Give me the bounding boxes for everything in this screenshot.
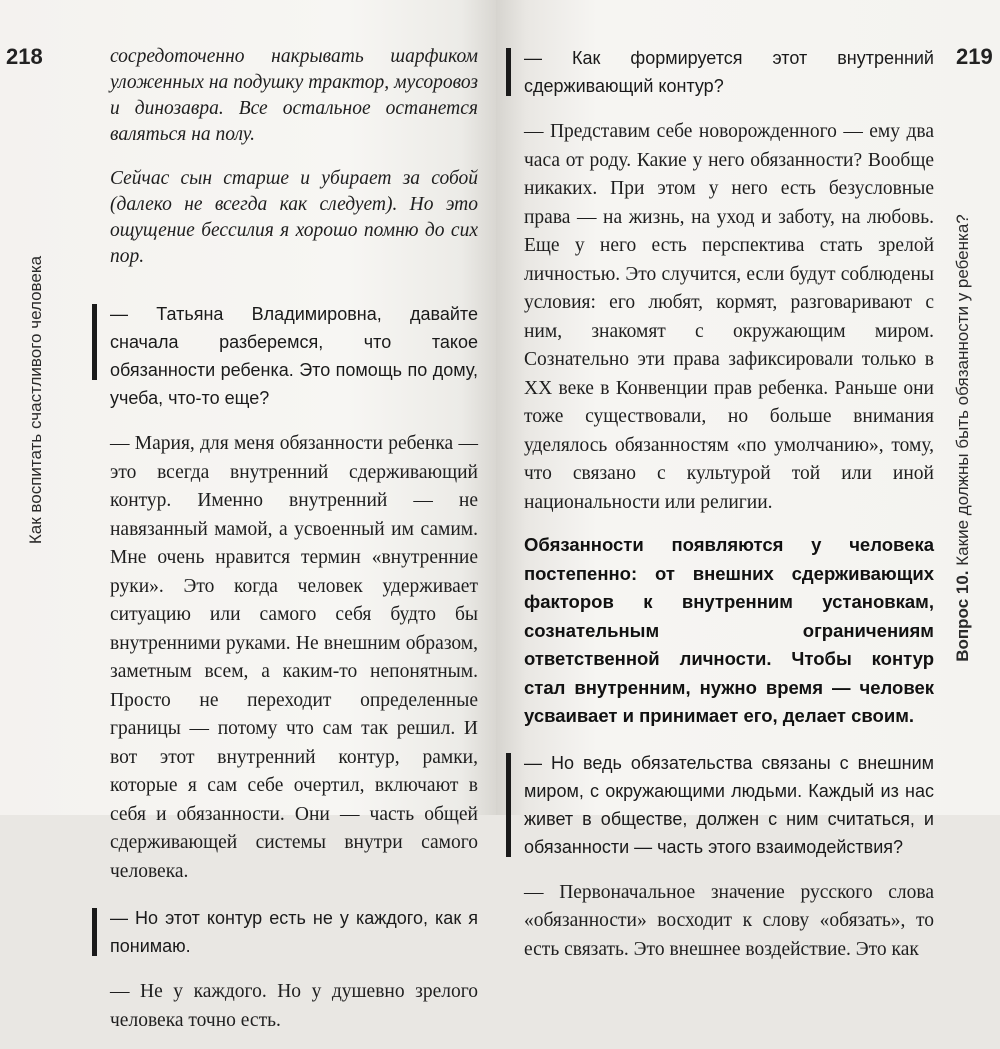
question-text: — Как формируется этот внутренний сдерживающий контур? bbox=[524, 48, 934, 96]
running-head-title: Какие должны быть обязанности у ребенка? bbox=[953, 214, 972, 566]
question-block bbox=[524, 44, 934, 100]
question-marker-bar bbox=[506, 753, 511, 857]
question-marker-bar bbox=[92, 908, 97, 956]
running-head-right bbox=[953, 214, 973, 662]
question-text: — Но ведь обязательства связаны с внешним миром, с окружающими людьми. Каждый из нас живет в обществе, должен с ним считаться, и обязанности — часть этого взаимодействия? bbox=[524, 752, 934, 857]
answer-paragraph: — Представим себе новорожденного — ему два часа от роду. Какие у него обязанности? Вообще никаких. При этом у него есть безусловные права — на жизнь, на уход и заботу, на любовь. Еще у него есть перспектива стать зрелой личностью. Это случится, если будут соблюдены условия: его любят, кормят, разговаривают с ним, знакомят с окружающим миром. Сознательно эти права зафиксировали только в XX веке в Конвенции прав ребенка. Раньше они тоже существовали, но больше внимания уделялось обязанностям «по умолчанию», тому, что связано с культурой той или иной национальности или религии. bbox=[524, 121, 934, 513]
left-text-column bbox=[110, 44, 478, 1049]
running-head-left: Как воспитать счастливого человека bbox=[26, 255, 45, 545]
question-text: — Но этот контур есть не у каждого, как я понимаю. bbox=[110, 908, 478, 956]
question-marker-bar bbox=[92, 304, 97, 380]
left-page bbox=[0, 0, 496, 1031]
question-marker-bar bbox=[506, 48, 511, 96]
highlighted-bold-paragraph: Обязанности появляются у человека постепенно: от внешних сдерживающих факторов к внутренним установкам, сознательным ограничениям ответственной личности. Чтобы контур стал внутренним, нужно время — человек усваивает и принимает его, делает своим. bbox=[524, 534, 934, 726]
answer-paragraph: — Первоначальное значение русского слова «обязанности» восходит к слову «обязать», то есть связать. Это внешнее воздействие. Это как bbox=[524, 881, 934, 960]
page-number-left: 218 bbox=[6, 44, 43, 69]
italic-paragraph: сосредоточенно накрывать шарфиком уложенных на подушку трактор, мусоровоз и динозавра. Все остальное останется валяться на полу. bbox=[110, 46, 478, 145]
italic-paragraph: Сейчас сын старше и убирает за собой (далеко не всегда как следует). Но это ощущение бессилия я хорошо помню до сих пор. bbox=[110, 168, 478, 267]
right-page bbox=[496, 0, 1000, 960]
right-text-column bbox=[524, 44, 934, 978]
question-block bbox=[110, 904, 478, 960]
answer-paragraph: — Не у каждого. Но у душевно зрелого человека точно есть. bbox=[110, 981, 478, 1031]
question-block bbox=[110, 300, 478, 412]
answer-paragraph: — Мария, для меня обязанности ребенка — это всегда внутренний сдерживающий контур. Именно внутренний — не навязанный мамой, а усвоенный им самим. Мне очень нравится термин «внутренние руки». Это когда человек удерживает ситуацию или самого себя будто бы внутренними руками. Не внешним образом, заметным всем, а каким-то непонятным. Просто не переходит определенные границы — потому что сам так решил. И вот этот внутренний контур, рамки, которые я сам себе очертил, включают в себя и обязанности. Они — часть общей сдерживающей системы внутри самого человека. bbox=[110, 433, 478, 882]
question-block bbox=[524, 749, 934, 861]
page-number-right: 219 bbox=[956, 44, 993, 69]
running-head-chapter: Вопрос 10. bbox=[953, 570, 972, 662]
question-text: — Татьяна Владимировна, давайте сначала разберемся, что такое обязанности ребенка. Это помощь по дому, учеба, что-то еще? bbox=[110, 304, 478, 408]
